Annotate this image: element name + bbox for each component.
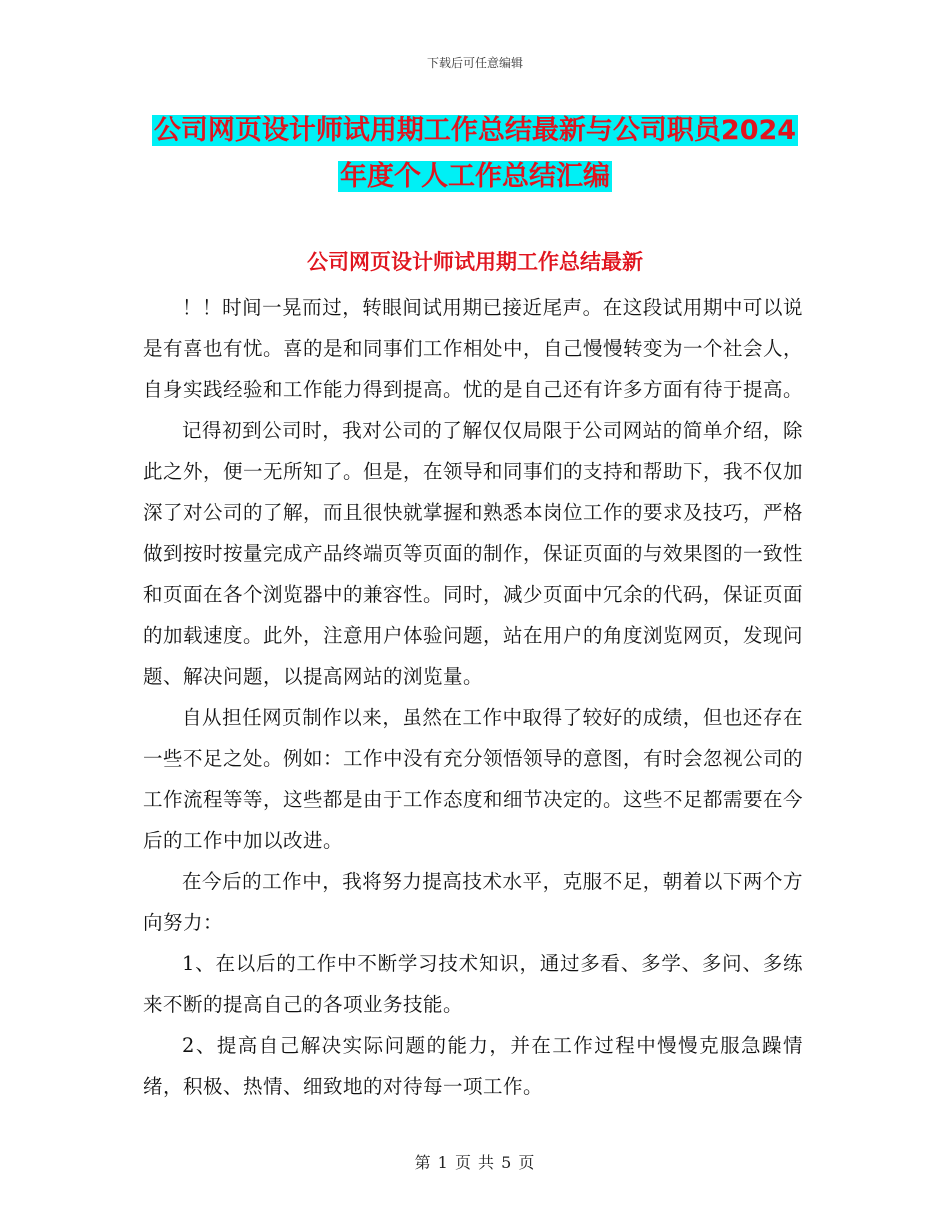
section-heading: 公司网页设计师试用期工作总结最新	[307, 250, 643, 274]
title-line-2: 年度个人工作总结汇编	[340, 161, 610, 192]
paragraph: ！！时间一晃而过，转眼间试用期已接近尾声。在这段试用期中可以说是有喜也有忧。喜的是和同事们工作相处中，自己慢慢转变为一个社会人，自身实践经验和工作能力得到提高。忧的是自己还有许多方面有待于提高。	[143, 296, 804, 401]
header-note: 下载后可任意编辑	[426, 56, 523, 70]
paragraph: 1、在以后的工作中不断学习技术知识，通过多看、多学、多问、多练来不断的提高自己的各项业务技能。	[143, 952, 803, 1016]
paragraph: 2、提高自己解决实际问题的能力，并在工作过程中慢慢克服急躁情绪，积极、热情、细致地的对待每一项工作。	[143, 1034, 803, 1098]
paragraph: 在今后的工作中，我将努力提高技术水平，克服不足，朝着以下两个方向努力：	[143, 870, 803, 934]
body-text	[143, 287, 803, 1107]
paragraph: 记得初到公司时，我对公司的了解仅仅局限于公司网站的简单介绍，除此之外，便一无所知了。但是，在领导和同事们的支持和帮助下，我不仅加深了对公司的了解，而且很快就掌握和熟悉本岗位工作的要求及技巧，严格做到按时按量完成产品终端页等页面的制作，保证页面的与效果图的一致性和页面在各个浏览器中的兼容性。同时，减少页面中冗余的代码，保证页面的加载速度。此外，注意用户体验问题，站在用户的角度浏览网页，发现问题、解决问题，以提高网站的浏览量。	[143, 419, 804, 688]
title-line-1: 公司网页设计师试用期工作总结最新与公司职员2024	[153, 115, 797, 146]
paragraph: 自从担任网页制作以来，虽然在工作中取得了较好的成绩，但也还存在一些不足之处。例如：工作中没有充分领悟领导的意图，有时会忽视公司的工作流程等等，这些都是由于工作态度和细节决定的。这些不足都需要在今后的工作中加以改进。	[143, 706, 804, 852]
document-title	[0, 108, 950, 200]
page-footer: 第 1 页 共 5 页	[414, 1153, 536, 1172]
